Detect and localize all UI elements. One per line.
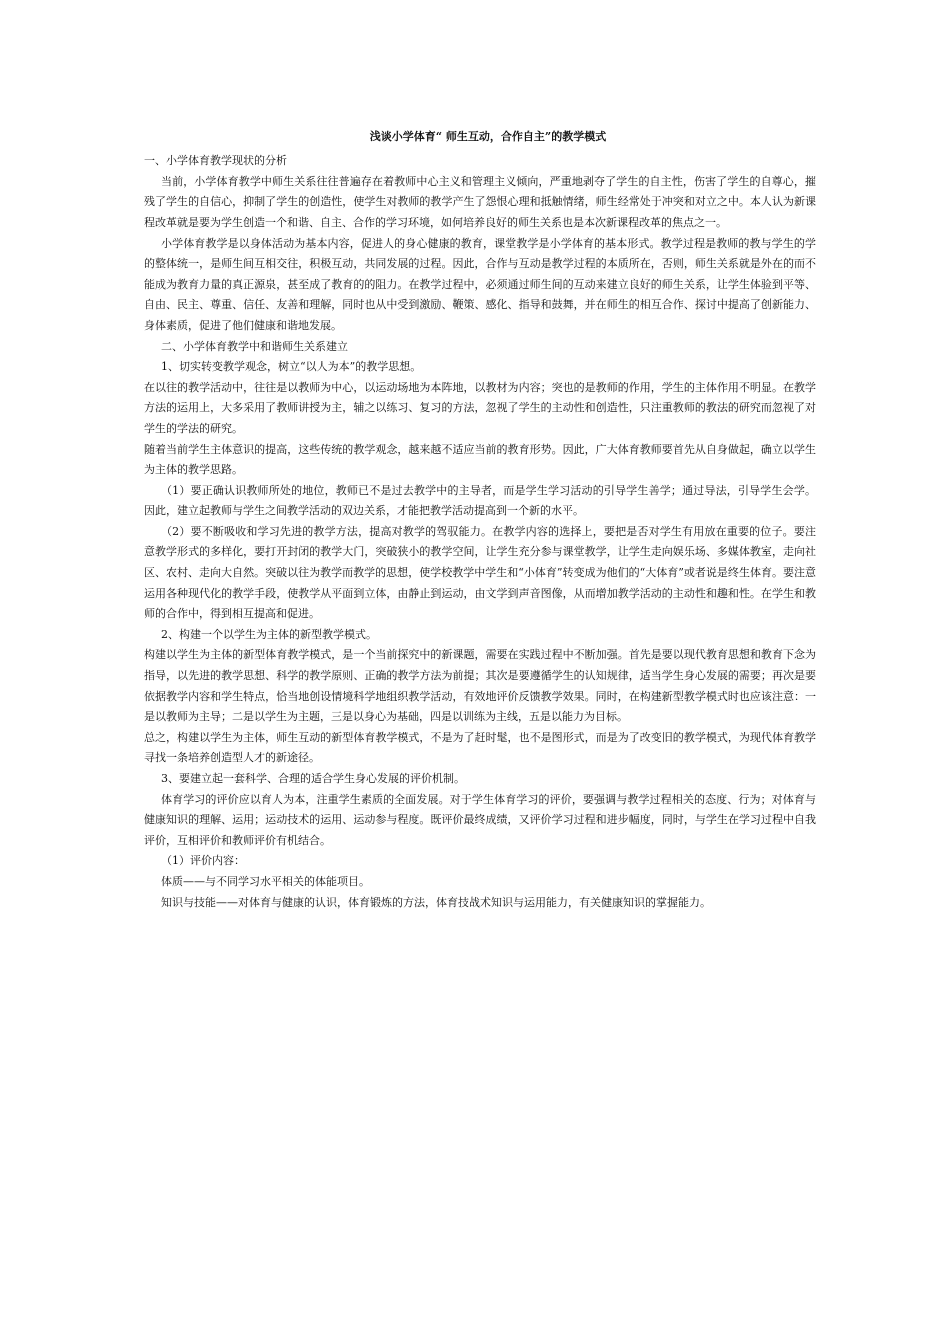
- paragraph: 小学体育教学是以身体活动为基本内容，促进人的身心健康的教育，课堂教学是小学体育的基本形式。教学过程是教师的教与学生的学的整体统一，是师生间互相交往，积极互动，共同发展的过程。因此，合作与互动是教学过程的本质所在，否则，师生关系就是外在的而不能成为教育力量的真正源泉，甚至成了教育的的阻力。在教学过程中，必须通过师生间的互动来建立良好的师生关系，让学生体验到平等、自由、民主、尊重、信任、友善和理解，同时也从中受到激励、鞭策、感化、指导和鼓舞，并在师生的相互合作、探讨中提高了创新能力、身体素质，促进了他们健康和谐地发展。: [144, 236, 816, 332]
- subsection-heading: 3、要建立起一套科学、合理的适合学生身心发展的评价机制。: [161, 772, 465, 785]
- paragraph: （1）要正确认识教师所处的地位，教师已不是过去教学中的主导者，而是学生学习活动的引导学生善学；通过导法，引导学生会学。因此，建立起教师与学生之间教学活动的双边关系，才能把教学活动提高到一个新的水平。: [144, 483, 816, 518]
- paragraph: （2）要不断吸收和学习先进的教学方法，提高对教学的驾驭能力。在教学内容的选择上，要把是否对学生有用放在重要的位子。要注意教学形式的多样化，要打开封闭的教学大门，突破狭小的教学空间，让学生充分参与课堂教学，让学生走向娱乐场、多媒体教室，走向社区、农村、走向大自然。突破以往为教学而教学的思想，使学校教学中学生和“小体育”转变成为他们的“大体育”或者说是终生体育。要注意运用各种现代化的教学手段，使教学从平面到立体，由静止到运动，由文学到声音图像，从而增加教学活动的主动性和趣和性。在学生和教师的合作中，得到相互提高和促进。: [144, 524, 816, 621]
- paragraph: 随着当前学生主体意识的提高，这些传统的教学观念，越来越不适应当前的教育形势。因此，广大体育教师要首先从自身做起，确立以学生为主体的教学思路。: [144, 442, 816, 477]
- paragraph: 在以往的教学活动中，往往是以教师为中心，以运动场地为本阵地，以教材为内容；突也的是教师的作用，学生的主体作用不明显。在教学方法的运用上，大多采用了教师讲授为主，辅之以练习、复习的方法，忽视了学生的主动性和创造性，只注重教师的教法的研究而忽视了对学生的学法的研究。: [144, 380, 816, 435]
- list-item: 知识与技能——对体育与健康的认识，体育锻炼的方法，体育技战术知识与运用能力，有关健康知识的掌握能力。: [161, 895, 711, 909]
- paragraph: 一、小学体育教学现状的分析: [144, 154, 287, 168]
- list-heading: （1）评价内容：: [161, 854, 245, 868]
- paragraph: 总之，构建以学生为主体，师生互动的新型体育教学模式，不是为了赶时髦，也不是图形式，而是为了改变旧的教学模式，为现代体育教学寻找一条培养创造型人才的新途径。: [144, 730, 816, 765]
- document-title: 浅谈小学体育“ 师生互动，合作自主”的教学模式: [369, 130, 607, 143]
- paragraph: 体育学习的评价应以育人为本，注重学生素质的全面发展。对于学生体育学习的评价，要强调与教学过程相关的态度、行为；对体育与健康知识的理解、运用；运动技术的运用、运动参与程度。既评价最终成绩，又评价学习过程和进步幅度，同时，与学生在学习过程中自我评价，互相评价和教师评价有机结合。: [144, 792, 816, 847]
- paragraph: 构建以学生为主体的新型体育教学模式，是一个当前探究中的新课题，需要在实践过程中不断加强。首先是要以现代教育思想和教育下念为指导，以先进的教学思想、科学的教学原则、正确的教学方法为前提；其次是要遵循学生的认知规律，适当学生身心发展的需要；再次是要依据教学内容和学生特点，恰当地创设情境科学地组织教学活动，有效地评价反馈教学效果。同时，在构建新型教学模式时也应该注意：一是以教师为主导；二是以学生为主题，三是以身心为基础，四是以训练为主线，五是以能力为目标。: [144, 648, 816, 724]
- subsection-heading: 2、构建一个以学生为主体的新型教学模式。: [161, 627, 377, 641]
- section-heading: 二、小学体育教学中和谐师生关系建立: [161, 339, 348, 353]
- subsection-heading: 1、切实转变教学观念，树立“以人为本”的教学思想。: [161, 360, 422, 374]
- paragraph: 当前，小学体育教学中师生关系往往普遍存在着教师中心主义和管理主义倾向，严重地剥夺了学生的自主性，伤害了学生的自尊心，摧残了学生的自信心，抑制了学生的创造性，使学生对教师的教学产生了怨恨心理和抵触情绪，师生经常处于冲突和对立之中。本人认为新课程改革就是要为学生创造一个和谐、自主、合作的学习环境，如何培养良好的师生关系也是本次新课程改革的焦点之一。: [144, 174, 816, 229]
- document-body: [144, 151, 816, 913]
- list-item: 体质——与不同学习水平相关的体能项目。: [161, 874, 370, 888]
